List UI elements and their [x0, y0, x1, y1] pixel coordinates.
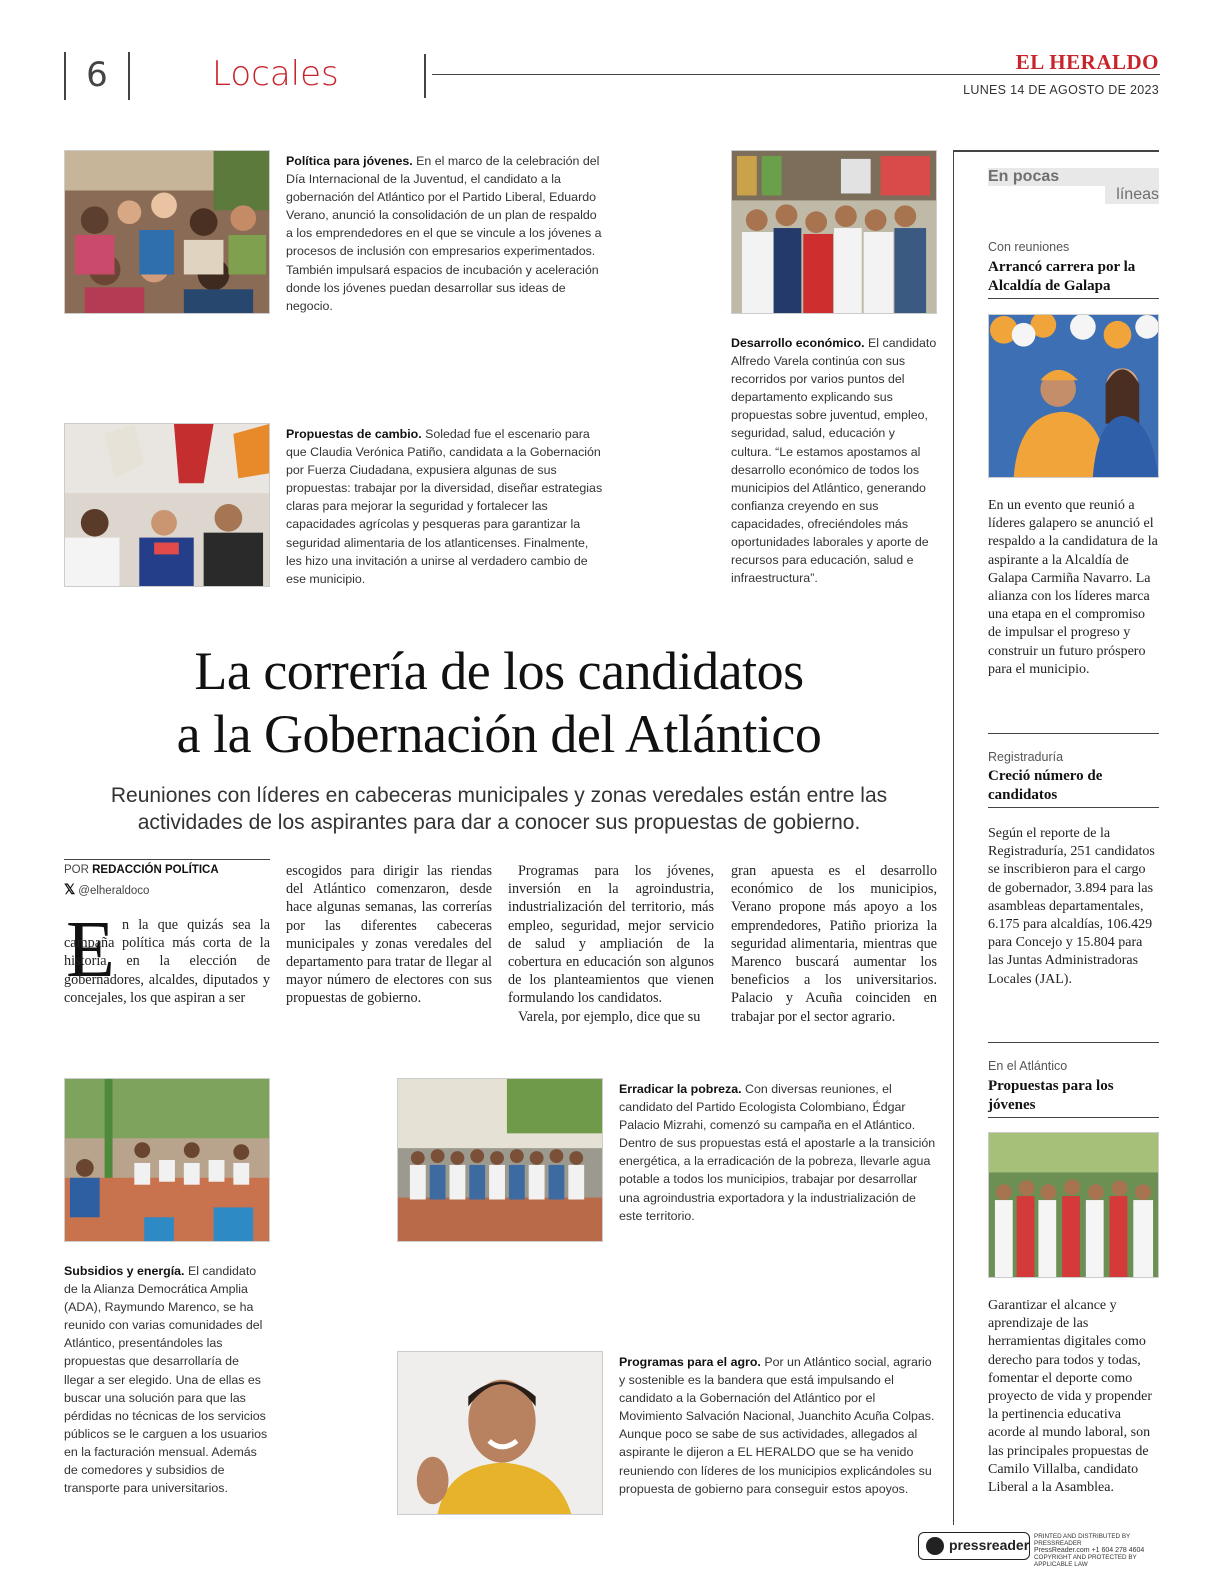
caption-text: Soledad fue el escenario para que Claudia Verónica Patiño, candidata a la Gobernación por Fuerza Ciudadana, expusiera algunas de sus propuestas: trabajar por la diversidad, diseñar estrategias claras para mejorar la seguridad y fortalecer las capacidades agrícolas y pesqueras para garantizar la seguridad alimentaria de los atlanticenses. Finalmente, les hizo una invitación a unirse al verdadero cambio de ese municipio.: [286, 427, 603, 586]
header-divider: [424, 54, 426, 98]
pressreader-info: [1034, 1533, 1160, 1568]
x-logo-icon: 𝕏: [64, 881, 76, 897]
sidebar-text: En un evento que reunió a líderes galapero se anunció el respaldo a la candidatura de la aspirante a la Alcaldía de Galapa Carmiña Navarro. La alianza con los líderes marca una etapa en el compromiso de impulsar el progreso y construir un futuro próspero para el municipio.: [988, 498, 1158, 677]
byline-prefix: POR: [64, 864, 89, 876]
pressreader-info-line: PressReader.com +1 604 278 4604: [1034, 1547, 1145, 1554]
sidebar-headline: Creció número de candidatos: [988, 767, 1159, 808]
byline: [64, 864, 219, 876]
section-title: Locales: [212, 54, 339, 94]
photo-acuna-portrait: [397, 1351, 603, 1515]
caption-propuestas-cambio: [286, 425, 604, 588]
sidebar-headline: Arrancó carrera por la Alcaldía de Galapa: [988, 258, 1159, 299]
page-number: 6: [64, 52, 130, 100]
caption-text: Por un Atlántico social, agrario y sostenible es la bandera que está impulsando el candidato a la Gobernación del Atlántico por el Movimiento Salvación Nacional, Juanchito Acuña Colpas. Aunque poco se sabe de sus actividades, allegados al aspirante le dijeron a EL HERALDO que se ha venido reuniendo con líderes de los municipios explicándoles su propuesta de gobierno para conseguir estos apoyos.: [619, 1355, 935, 1496]
caption-erradicar-pobreza: [619, 1080, 937, 1225]
caption-text: En el marco de la celebración del Día Internacional de la Juventud, el candidato a la gobernación del Atlántico por el Partido Liberal, Eduardo Verano, anunció la consolidación de un plan de respaldo a los emprendedores en el que se vincule a los jóvenes a procesos de inclusión con empresarios experimentados. También impulsará espacios de incubación y aceleración donde los jóvenes puedan desarrollar sus ideas de negocio.: [286, 154, 602, 313]
sidebar-text: Según el reporte de la Registraduría, 251 candidatos se inscribieron para el cargo de gobernador, 3.894 para las asambleas departamentales, 6.175 para alcaldías, 106.429 para Concejo y 15.804 para las Juntas Administradoras Locales (JAL).: [988, 826, 1155, 987]
social-handle[interactable]: [64, 881, 149, 898]
caption-title: Programas para el agro.: [619, 1355, 761, 1369]
byline-author: REDACCIÓN POLÍTICA: [92, 864, 219, 876]
caption-desarrollo-economico: [731, 334, 937, 587]
photo-marenco-meeting: [64, 1078, 270, 1242]
caption-title: Política para jóvenes.: [286, 154, 413, 168]
byline-rule: [64, 859, 270, 860]
sidebar-kicker: En el Atlántico: [988, 1059, 1068, 1073]
body-column-4: gran apuesta es el desarrollo económico de los municipios, Verano propone más apoyo a los emprendedores, Patiño prioriza la seguridad alimentaria, mientras que Marenco buscará aumentar los beneficios a los universitarios. Palacio y Acuña coinciden en trabajar por el sector agrario.: [731, 863, 937, 1025]
body-paragraph: Programas para los jóvenes, inversión en la agroindustria, industrialización del territorio, más empleo, seguridad, mejor servicio de salud y ampliación de la cobertura en educación son algunos de los planteamientos que vienen formulando los candidatos.: [508, 863, 714, 1007]
sidebar-kicker: Con reuniones: [988, 240, 1070, 254]
pressreader-info-line: COPYRIGHT AND PROTECTED BY APPLICABLE LAW: [1034, 1554, 1137, 1568]
caption-text: Con diversas reuniones, el candidato del Partido Ecologista Colombiano, Édgar Palacio Mizrahi, comenzó su campaña en el Atlántico. Dentro de sus propuestas está el apostarle a la transición energética, a la erradicación de la pobreza, llevarle agua potable a todos los municipios, trabajar por desarrollar una agroindustria exportadora y la industrialización de este territorio.: [619, 1082, 936, 1223]
photo-villalba-youth: [988, 1132, 1159, 1278]
drop-cap: E: [66, 906, 115, 994]
photo-varela-group: [731, 150, 937, 314]
article-subhead: Reuniones con líderes en cabeceras municipales y zonas veredales están entre las actividades de los aspirantes para dar a conocer sus propuestas de gobierno.: [110, 784, 888, 834]
sidebar-divider: [988, 1042, 1159, 1043]
photo-patino-rally: [64, 423, 270, 587]
caption-title: Desarrollo económico.: [731, 336, 865, 350]
caption-politica-jovenes: [286, 152, 604, 315]
sidebar-divider: [988, 733, 1159, 734]
body-text: n la que quizás sea la campaña política más corta de la historia en la elección de gobernadores, alcaldes, diputados y concejales, los que aspiran a ser: [64, 917, 270, 1006]
photo-galapa-event: [988, 314, 1159, 478]
headline-line-2: a la Gobernación del Atlántico: [176, 704, 822, 764]
pressreader-info-line: PRINTED AND DISTRIBUTED BY PRESSREADER: [1034, 1533, 1131, 1547]
body-column-2: escogidos para dirigir las riendas del Atlántico comenzaron, desde hace algunas semanas, las correrías por las diferentes cabeceras municipales y zonas veredales del departamento para tratar de llegar al mayor número de electores con sus propuestas de gobierno.: [286, 863, 492, 1007]
sidebar-headline: Propuestas para los jóvenes: [988, 1077, 1159, 1118]
sidebar-border: [953, 150, 954, 1525]
pressreader-logo: [918, 1532, 1030, 1560]
caption-title: Erradicar la pobreza.: [619, 1082, 742, 1096]
caption-title: Propuestas de cambio.: [286, 427, 422, 441]
sidebar-text: Garantizar el alcance y aprendizaje de las herramientas digitales como derecho para todos y todas, fomentar el deporte como proyecto de vida y propender la pertinencia educativa acorde al mundo laboral, son las principales propuestas de Camilo Villalba, candidato Liberal a la Asamblea.: [988, 1298, 1153, 1496]
headline-line-1: La correría de los candidatos: [194, 641, 804, 701]
article-headline: [64, 640, 934, 766]
caption-text: El candidato Alfredo Varela continúa con sus recorridos por varios puntos del departamento explicando sus propuestas sobre juventud, empleo, seguridad, salud, educación y cultura. “Le estamos apostamos al desarrollo económico de todos los municipios del Atlántico, generando confianza creyendo en sus capacidades, ofreciéndoles más oportunidades laborales y aporte de recursos para educación, salud e infraestructura”.: [731, 336, 937, 586]
sidebar-title-line-1: En pocas: [988, 168, 1159, 186]
caption-programas-agro: [619, 1353, 937, 1498]
caption-subsidios-energia: [64, 1262, 270, 1497]
handle-text: @elheraldoco: [78, 885, 150, 897]
pressreader-label: pressreader: [949, 1537, 1030, 1553]
sidebar-kicker: Registraduría: [988, 750, 1064, 764]
body-paragraph: Varela, por ejemplo, dice que su: [518, 1008, 701, 1025]
photo-verano-crowd: [64, 150, 270, 314]
pressreader-icon: [926, 1537, 944, 1555]
issue-date: LUNES 14 DE AGOSTO DE 2023: [963, 83, 1159, 97]
caption-text: El candidato de la Alianza Democrática Amplia (ADA), Raymundo Marenco, se ha reunido con varias comunidades del Atlántico, presentándoles las propuestas que desarrollaría de llegar a ser elegido. Una de ellas es buscar una solución para que las pérdidas no técnicas de los servicios públicos se le carguen a los usuarios en la facturación mensual. Además de comedores y subsidios de transporte para universitarios.: [64, 1264, 268, 1496]
sidebar-title-line-2: líneas: [1105, 186, 1159, 204]
caption-title: Subsidios y energía.: [64, 1264, 185, 1278]
photo-palacio-group: [397, 1078, 603, 1242]
body-column-1: [64, 916, 270, 1007]
masthead-logo: EL HERALDO: [1015, 50, 1159, 74]
sidebar-top-rule: [953, 150, 1159, 152]
body-column-3: [508, 862, 714, 1026]
